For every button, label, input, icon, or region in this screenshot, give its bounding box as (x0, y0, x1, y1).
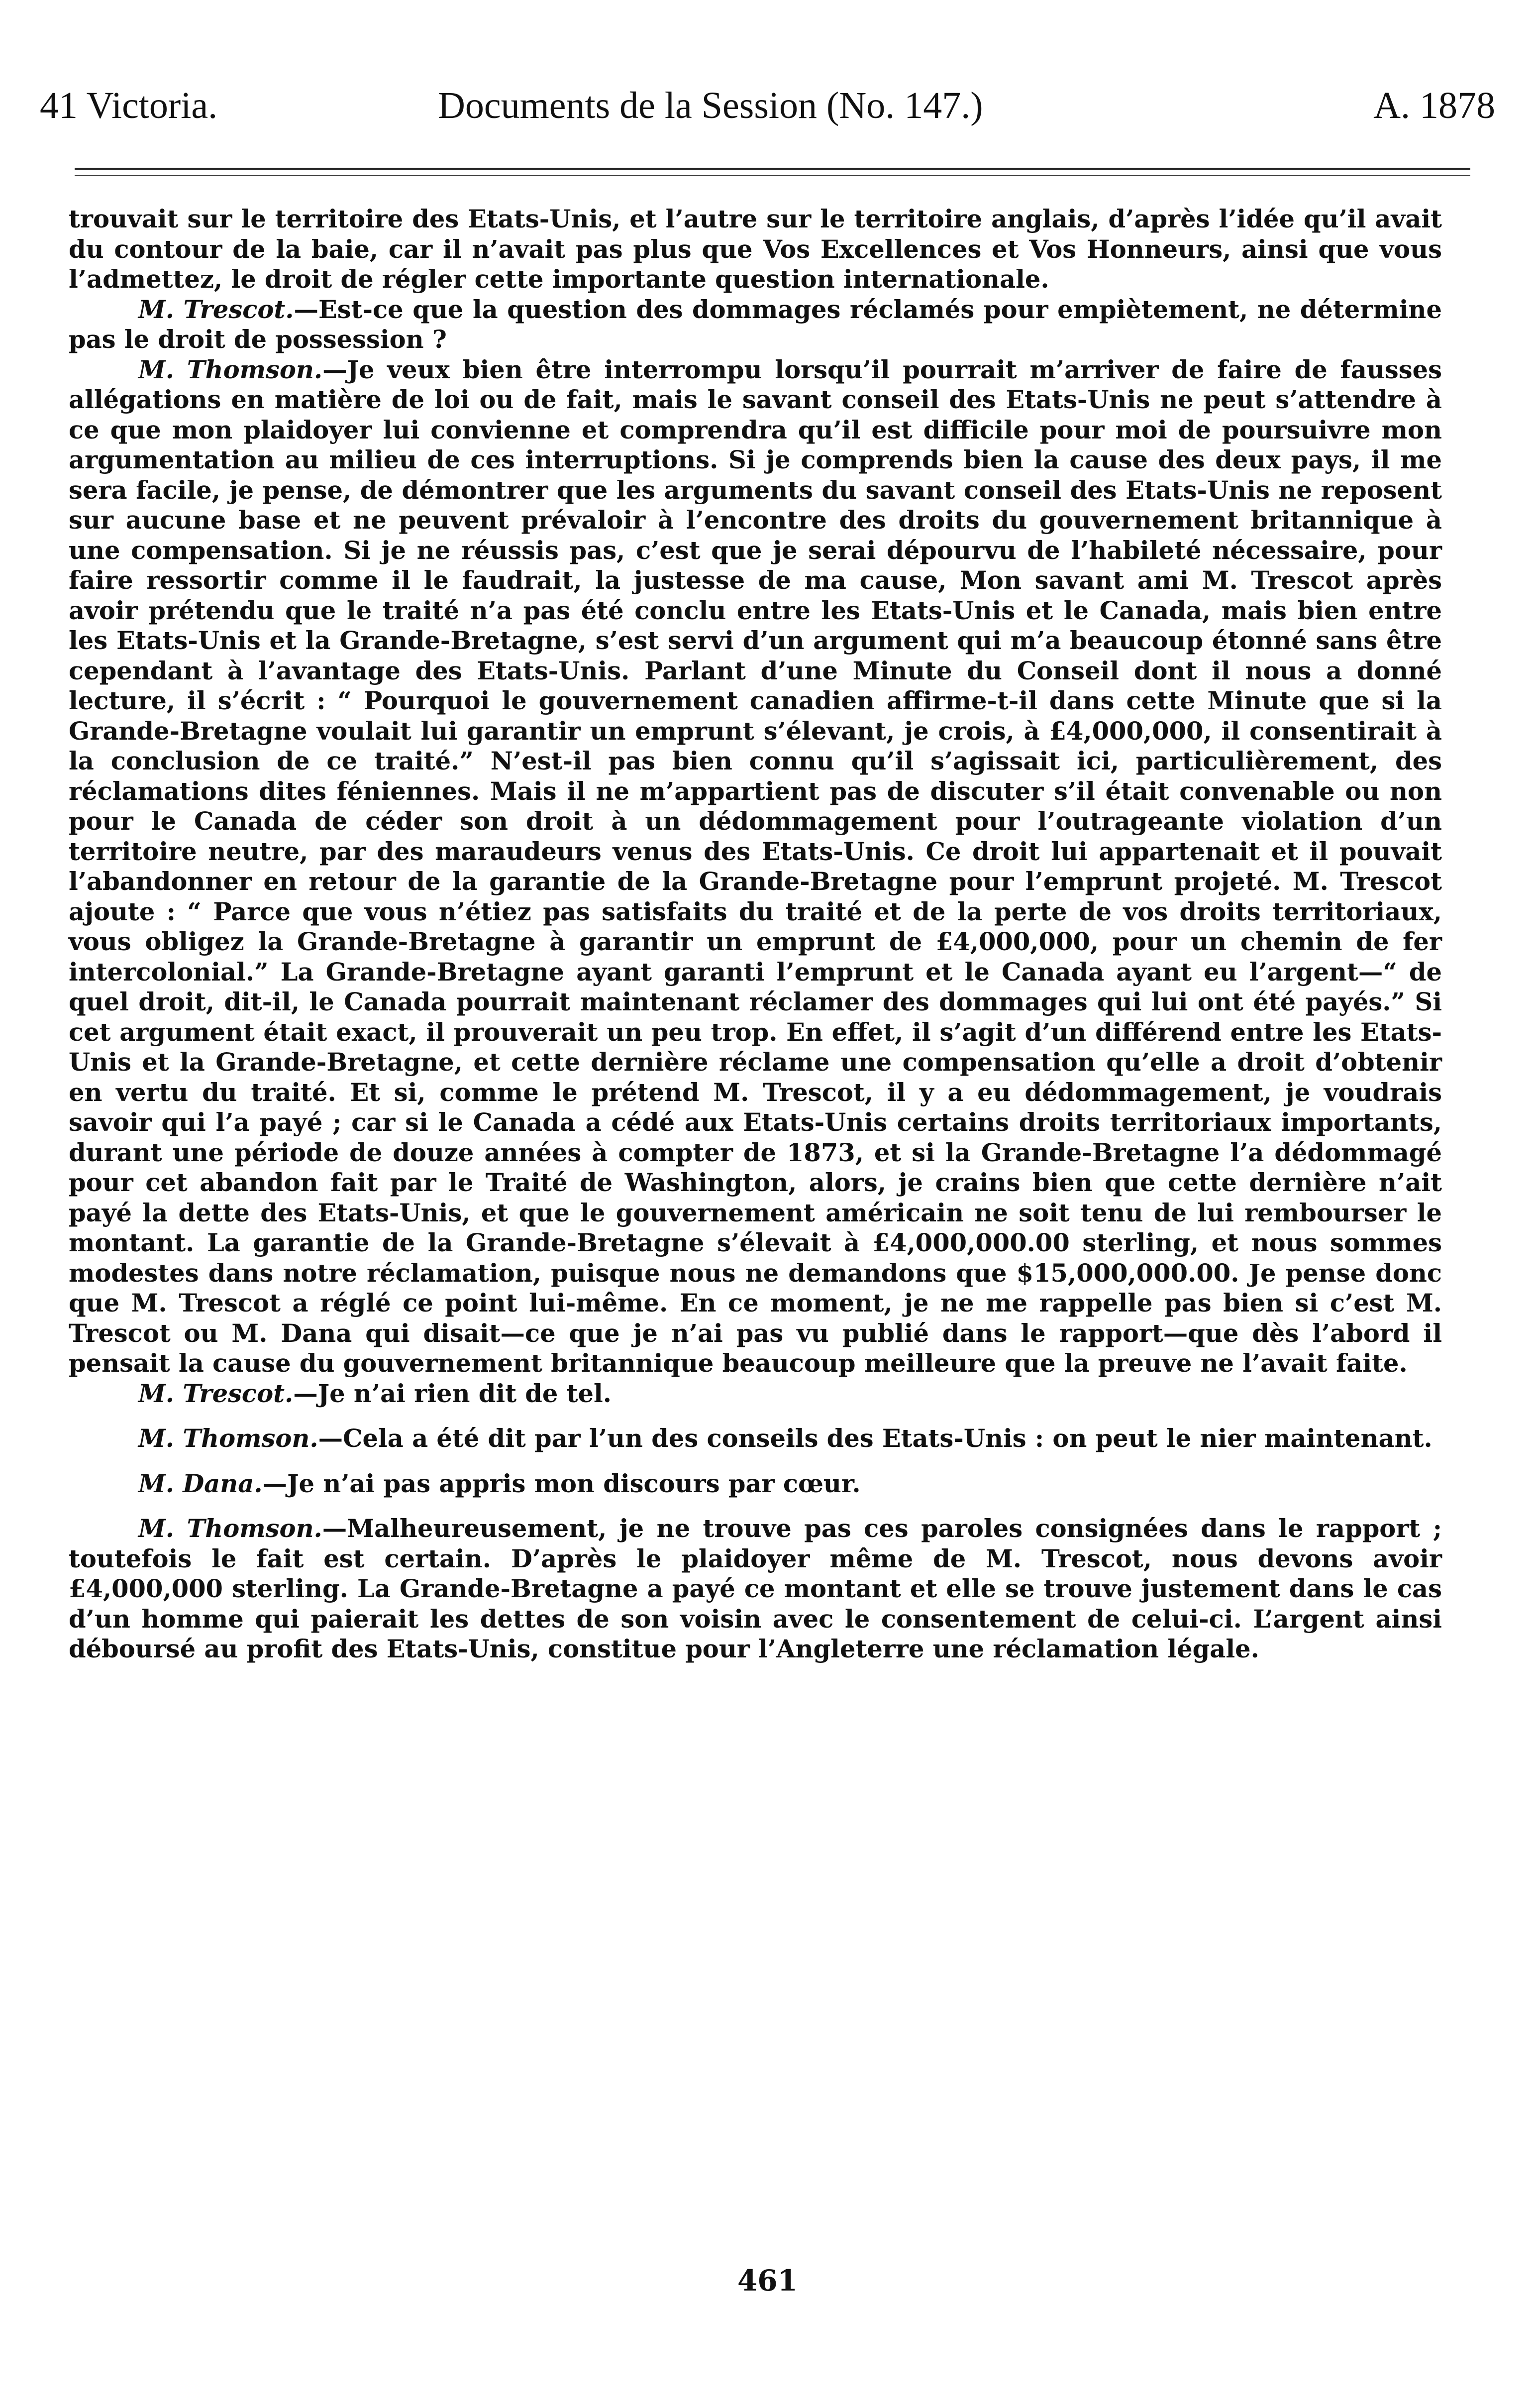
paragraph-thomson-reply (69, 1423, 1442, 1454)
paragraph-text: —Est-ce que la question des dommages réclamés pour empiètement, ne détermine pas le droit de possession ? (69, 295, 1442, 354)
speaker-name: M. Dana. (138, 1469, 263, 1498)
paragraph-text: —Je n’ai pas appris mon discours par cœur. (262, 1469, 861, 1498)
paragraph-text: —Malheureusement, je ne trouve pas ces paroles consignées dans le rapport ; toutefois le fait est certain. D’après le plaidoyer même de M. Trescot, nous devons avoir £4,000,000 sterling. La Grande-Bretagne a payé ce montant et elle se trouve justement dans le cas d’un homme qui paierait les dettes de son voisin avec le consentement de celui-ci. L’argent ainsi déboursé au profit des Etats-Unis, constitue pour l’Angleterre une réclamation légale. (69, 1514, 1442, 1663)
header-year: A. 1878 (1373, 85, 1495, 126)
running-header (40, 82, 1495, 129)
speaker-name: M. Thomson. (138, 1514, 322, 1543)
paragraph-text: —Je veux bien être interrompu lorsqu’il pourrait m’arriver de faire de fausses allégations en matière de loi ou de fait, mais le savant conseil des Etats-Unis ne peut s’attendre à ce que mon plaidoyer lui convienne et comprendra qu’il est difficile pour moi de poursuivre mon argumentation au milieu de ces interruptions. Si je comprends bien la cause des deux pays, il me sera facile, je pense, de démontrer que les arguments du savant conseil des Etats-Unis ne reposent sur aucune base et ne peuvent prévaloir à l’encontre des droits du gouvernement britannique à une compensation. Si je ne réussis pas, c’est que je serai dépourvu de l’habileté nécessaire, pour faire ressortir comme il le faudrait, la justesse de ma cause, Mon savant ami M. Trescot après avoir prétendu que le traité n’a pas été conclu entre les Etats-Unis et le Canada, mais bien entre les Etats-Unis et la Grande-Bretagne, s’est servi d’un argument qui m’a beaucoup étonné sans être cependant à l’avantage des Etats-Unis. Parlant d’une Minute du Conseil dont il nous a donné lecture, il s’écrit : “ Pourquoi le gouvernement canadien affirme-t-il dans cette Minute que si la Grande-Bretagne voulait lui garantir un emprunt s’élevant, je crois, à £4,000,000, il consentirait à la conclusion de ce traité.” N’est-il pas bien connu qu’il s’agissait ici, particulièrement, des réclamations dites féniennes. Mais il ne m’appartient pas de discuter s’il était convenable ou non pour le Canada de céder son droit à un dédommagement pour l’outrageante violation d’un territoire neutre, par des maraudeurs venus des Etats-Unis. Ce droit lui appartenait et il pouvait l’abandonner en retour de la garantie de la Grande-Bretagne pour l’emprunt projeté. M. Trescot ajoute : “ Parce que vous n’étiez pas satisfaits du traité et de la perte de vos droits territoriaux, vous obligez la Grande-Bretagne à garantir un emprunt de £4,000,000, pour un chemin de fer intercolonial.” La Grande-Bretagne ayant garanti l’emprunt et le Canada ayant eu l’argent—“ de quel droit, dit-il, le Canada pourrait maintenant réclamer des dommages qui lui ont été payés.” Si cet argument était exact, il prouverait un peu trop. En effet, il s’agit d’un différend entre les Etats-Unis et la Grande-Bretagne, et cette dernière réclame une compensation qu’elle a droit d’obtenir en vertu du traité. Et si, comme le prétend M. Trescot, il y a eu dédommagement, je voudrais savoir qui l’a payé ; car si le Canada a cédé aux Etats-Unis certains droits territoriaux importants, durant une période de douze années à compter de 1873, et si la Grande-Bretagne l’a dédommagé pour cet abandon fait par le Traité de Washington, alors, je crains bien que cette dernière n’ait payé la dette des Etats-Unis, et que le gouvernement américain ne soit tenu de lui rembourser le montant. La garantie de la Grande-Bretagne s’élevait à £4,000,000.00 sterling, et nous sommes modestes dans notre réclamation, puisque nous ne demandons que $15,000,000.00. Je pense donc que M. Trescot a réglé ce point lui-même. En ce moment, je ne me rappelle pas bien si c’est M. Trescot ou M. Dana qui disait—ce que je n’ai pas vu publié dans le rapport—que dès l’abord il pensait la cause du gouvernement britannique beaucoup meilleure que la preuve ne l’avait faite. (69, 355, 1442, 1378)
header-regnal-year: 41 Victoria. (40, 85, 218, 126)
paragraph-thomson-conclusion (69, 1514, 1442, 1664)
header-rule-thin (75, 175, 1470, 176)
paragraph-dana-remark (69, 1469, 1442, 1499)
paragraph-trescot-denial (69, 1379, 1442, 1409)
paragraph-text: trouvait sur le territoire des Etats-Unis, et l’autre sur le territoire anglais, d’après l’idée qu’il avait du contour de la baie, car il n’avait pas plus que Vos Excellences et Vos Honneurs, ainsi que vous l’admettez, le droit de régler cette importante question internationale. (69, 205, 1442, 294)
paragraph-text: —Je n’ai rien dit de tel. (293, 1379, 612, 1408)
paragraph-thomson-argument (69, 355, 1442, 1379)
paragraph-continuation (69, 204, 1442, 295)
page-number: 461 (737, 2264, 798, 2298)
speaker-name: M. Trescot. (138, 1379, 294, 1408)
page-body (69, 204, 1442, 1664)
paragraph-text: —Cela a été dit par l’un des conseils des Etats-Unis : on peut le nier maintenant. (318, 1424, 1433, 1453)
speaker-name: M. Thomson. (138, 1424, 318, 1453)
paragraph-trescot-question (69, 295, 1442, 355)
speaker-name: M. Trescot. (138, 295, 294, 324)
speaker-name: M. Thomson. (138, 355, 323, 384)
header-rule-thick (75, 168, 1470, 170)
header-document-title: Documents de la Session (No. 147.) (438, 85, 983, 126)
